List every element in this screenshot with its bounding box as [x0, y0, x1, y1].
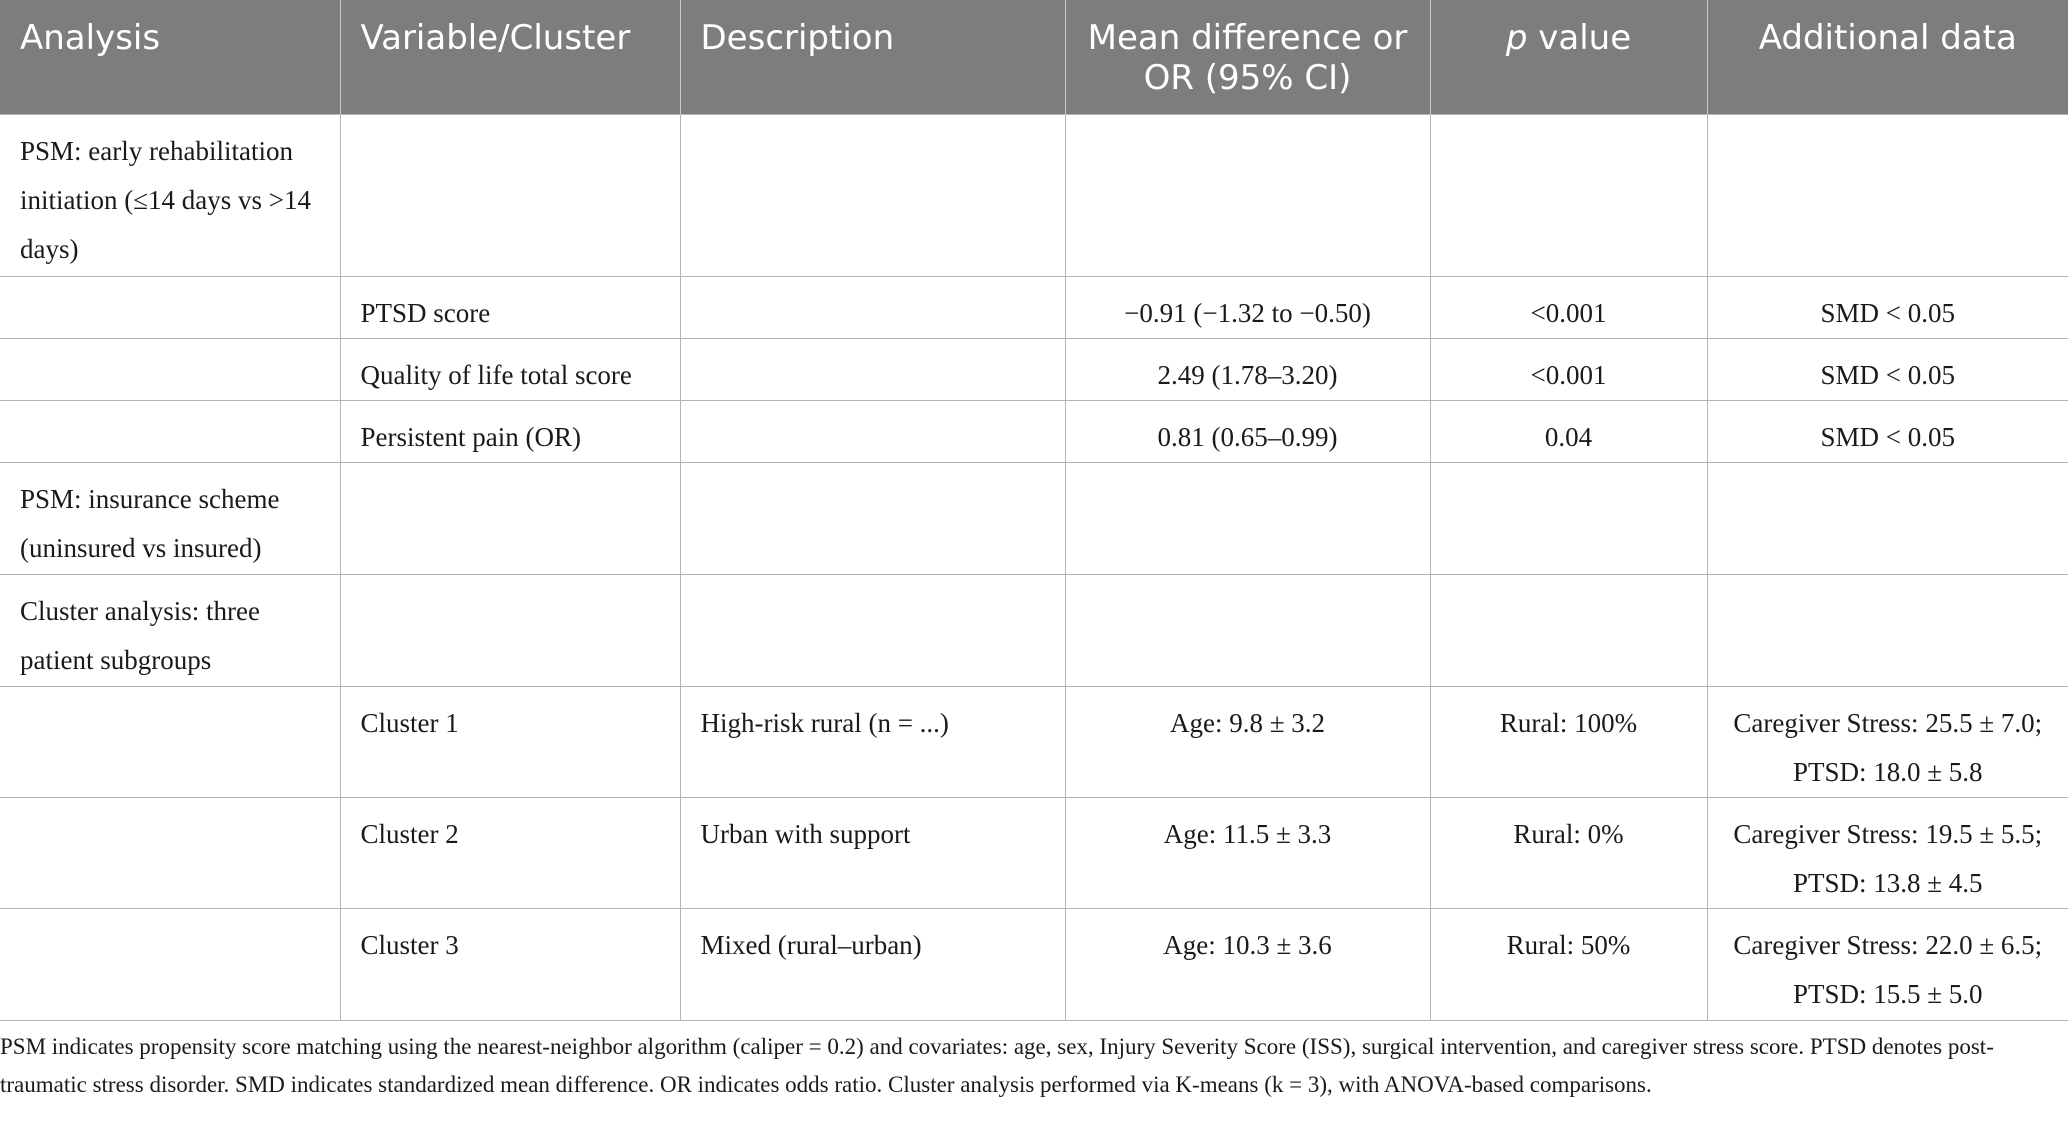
cell-analysis	[0, 686, 340, 797]
cell-mean-difference: Age: 10.3 ± 3.6	[1065, 908, 1430, 1020]
cell-additional-data: SMD < 0.05	[1707, 276, 2068, 338]
cell-description: Mixed (rural–urban)	[680, 908, 1065, 1020]
cell-description	[680, 400, 1065, 462]
cell-p-value: Rural: 0%	[1430, 797, 1707, 908]
header-variable-cluster: Variable/Cluster	[340, 0, 680, 114]
cell-variable: Cluster 3	[340, 908, 680, 1020]
table-body	[0, 114, 2068, 1020]
table-row	[0, 574, 2068, 686]
cell-variable: Cluster 2	[340, 797, 680, 908]
header-additional-data: Additional data	[1707, 0, 2068, 114]
table-row	[0, 797, 2068, 908]
cell-description	[680, 574, 1065, 686]
cell-p-value	[1430, 114, 1707, 276]
cell-mean-difference	[1065, 574, 1430, 686]
header-p-value-italic: p	[1505, 18, 1528, 58]
cell-mean-difference: 2.49 (1.78–3.20)	[1065, 338, 1430, 400]
cell-p-value: Rural: 50%	[1430, 908, 1707, 1020]
cell-p-value: 0.04	[1430, 400, 1707, 462]
table-row	[0, 462, 2068, 574]
cell-p-value	[1430, 574, 1707, 686]
cell-mean-difference	[1065, 114, 1430, 276]
cell-description	[680, 462, 1065, 574]
cell-p-value: <0.001	[1430, 338, 1707, 400]
cell-variable: Quality of life total score	[340, 338, 680, 400]
cell-p-value	[1430, 462, 1707, 574]
cell-additional-data: SMD < 0.05	[1707, 338, 2068, 400]
cell-p-value: Rural: 100%	[1430, 686, 1707, 797]
table-row	[0, 400, 2068, 462]
cell-variable	[340, 114, 680, 276]
cell-additional-data: Caregiver Stress: 25.5 ± 7.0; PTSD: 18.0 ± 5.8	[1707, 686, 2068, 797]
cell-additional-data	[1707, 114, 2068, 276]
cell-description	[680, 276, 1065, 338]
header-description: Description	[680, 0, 1065, 114]
cell-variable: Cluster 1	[340, 686, 680, 797]
cell-analysis: Cluster analysis: three patient subgroups	[0, 574, 340, 686]
cell-additional-data	[1707, 462, 2068, 574]
cell-analysis	[0, 276, 340, 338]
header-row	[0, 0, 2068, 114]
cell-p-value: <0.001	[1430, 276, 1707, 338]
cell-mean-difference: 0.81 (0.65–0.99)	[1065, 400, 1430, 462]
cell-description	[680, 114, 1065, 276]
table-header	[0, 0, 2068, 114]
cell-variable: PTSD score	[340, 276, 680, 338]
cell-analysis	[0, 338, 340, 400]
table-row	[0, 338, 2068, 400]
cell-additional-data	[1707, 574, 2068, 686]
table-row	[0, 908, 2068, 1020]
cell-mean-difference	[1065, 462, 1430, 574]
cell-description: Urban with support	[680, 797, 1065, 908]
header-p-value-text: value	[1538, 18, 1632, 58]
cell-variable	[340, 574, 680, 686]
cell-description	[680, 338, 1065, 400]
table-row	[0, 276, 2068, 338]
table-footnote: PSM indicates propensity score matching using the nearest-neighbor algorithm (caliper = 0.2) and covariates: age, sex, Injury Severity Score (ISS), surgical intervention, and caregiver stress score. PTSD denotes post-traumatic stress disorder. SMD indicates standardized mean difference. OR indicates odds ratio. Cluster analysis performed via K-means (k = 3), with ANOVA-based comparisons.	[0, 1034, 1994, 1097]
cell-variable: Persistent pain (OR)	[340, 400, 680, 462]
cell-variable	[340, 462, 680, 574]
cell-description: High-risk rural (n = ...)	[680, 686, 1065, 797]
cell-analysis	[0, 908, 340, 1020]
cell-mean-difference: −0.91 (−1.32 to −0.50)	[1065, 276, 1430, 338]
cell-additional-data: SMD < 0.05	[1707, 400, 2068, 462]
table-row	[0, 114, 2068, 276]
cell-analysis: PSM: insurance scheme (uninsured vs insured)	[0, 462, 340, 574]
header-mean-difference: Mean difference or OR (95% CI)	[1065, 0, 1430, 114]
table-row	[0, 686, 2068, 797]
cell-additional-data: Caregiver Stress: 22.0 ± 6.5; PTSD: 15.5 ± 5.0	[1707, 908, 2068, 1020]
cell-analysis	[0, 797, 340, 908]
cell-analysis	[0, 400, 340, 462]
cell-analysis: PSM: early rehabilitation initiation (≤14 days vs >14 days)	[0, 114, 340, 276]
header-p-value	[1430, 0, 1707, 114]
header-analysis: Analysis	[0, 0, 340, 114]
cell-mean-difference: Age: 11.5 ± 3.3	[1065, 797, 1430, 908]
cell-additional-data: Caregiver Stress: 19.5 ± 5.5; PTSD: 13.8 ± 4.5	[1707, 797, 2068, 908]
cell-mean-difference: Age: 9.8 ± 3.2	[1065, 686, 1430, 797]
